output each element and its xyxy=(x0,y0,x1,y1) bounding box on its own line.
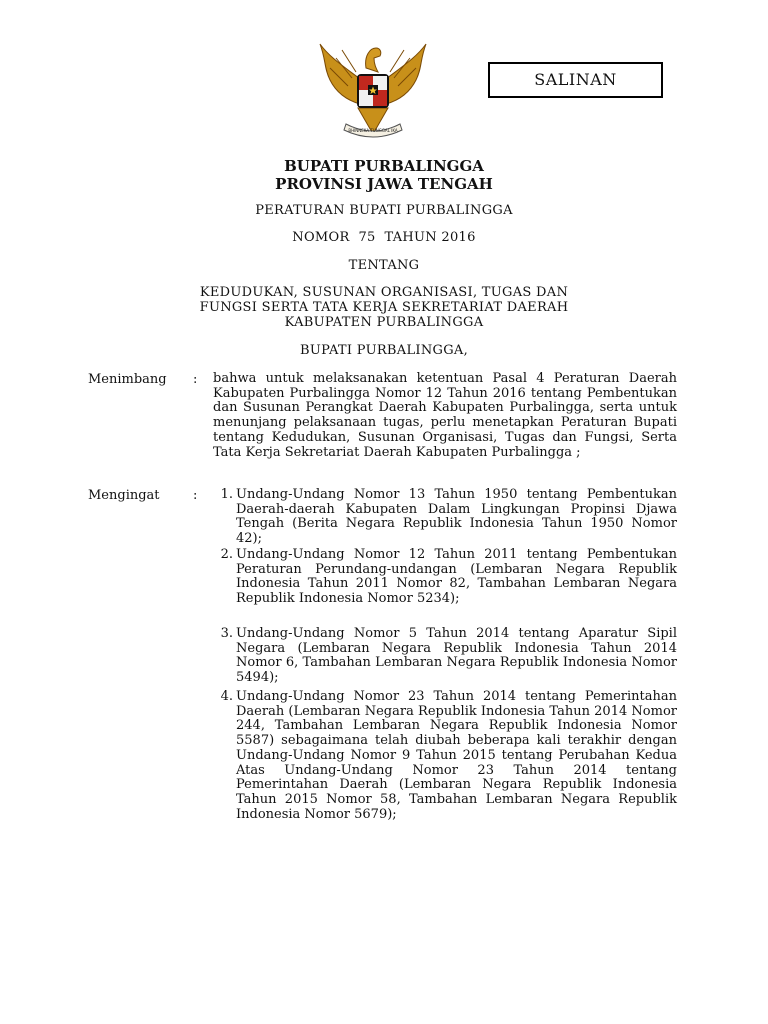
title-line2: PROVINSI JAWA TENGAH xyxy=(275,175,493,193)
tentang-heading: TENTANG xyxy=(348,258,420,273)
subject-line2: FUNGSI SERTA TATA KERJA SEKRETARIAT DAERAH xyxy=(199,300,569,315)
item-text: Undang-Undang Nomor 5 Tahun 2014 tentang Aparatur Sipil Negara (Lembaran Negara Republik Indonesia Tahun 2014 Nomor 6, Tambahan Lembaran Negara Republik Indonesia Nomor 5494); xyxy=(236,626,677,686)
mengingat-item xyxy=(213,690,677,822)
menimbang-colon: : xyxy=(193,372,198,387)
menimbang-label: Menimbang xyxy=(88,372,167,387)
regulation-name: PERATURAN BUPATI PURBALINGGA xyxy=(255,203,513,218)
menimbang-text: bahwa untuk melaksanakan ketentuan Pasal 4 Peraturan Daerah Kabupaten Purbalingga Nomor 12 Tahun 2016 tentang Pembentukan dan Susunan Perangkat Daerah Kabupaten Purbalingga, serta untuk menunjang pelaksanaan tugas, perlu menetapkan Peraturan Bupati tentang Kedudukan, Susunan Organisasi, Tugas dan Fungsi, Serta Tata Kerja Sekretariat Daerah Kabupaten Purbalingga ; xyxy=(213,371,677,460)
issuer-line: BUPATI PURBALINGGA, xyxy=(299,343,469,358)
garuda-emblem-icon xyxy=(316,38,430,142)
mengingat-label: Mengingat xyxy=(88,488,160,503)
svg-text:BHINNEKA TUNGGAL IKA: BHINNEKA TUNGGAL IKA xyxy=(348,128,398,133)
salinan-stamp: SALINAN xyxy=(488,62,663,98)
mengingat-item xyxy=(213,627,677,686)
item-number: 2. xyxy=(220,547,233,562)
item-text: Undang-Undang Nomor 13 Tahun 1950 tentang Pembentukan Daerah-daerah Kabupaten Dalam Lingkungan Propinsi Djawa Tengah (Berita Negara Republik Indonesia Tahun 1950 Nomor 42); xyxy=(236,487,677,547)
item-number: 3. xyxy=(220,626,233,641)
regulation-number: NOMOR 75 TAHUN 2016 xyxy=(292,230,476,245)
mengingat-item xyxy=(213,488,677,547)
item-text: Undang-Undang Nomor 12 Tahun 2011 tentang Pembentukan Peraturan Perundang-undangan (Lembaran Negara Republik Indonesia Tahun 2011 Nomor 82, Tambahan Lembaran Negara Republik Indonesia Nomor 5234); xyxy=(236,547,677,607)
subject-line1: KEDUDUKAN, SUSUNAN ORGANISASI, TUGAS DAN xyxy=(199,285,569,300)
item-number: 1. xyxy=(220,487,233,502)
mengingat-item xyxy=(213,548,677,607)
subject-line3: KABUPATEN PURBALINGGA xyxy=(284,315,484,330)
item-number: 4. xyxy=(220,689,233,704)
item-text: Undang-Undang Nomor 23 Tahun 2014 tentang Pemerintahan Daerah (Lembaran Negara Republik Indonesia Tahun 2014 Nomor 244, Tambahan Lembaran Negara Republik Indonesia Nomor 5587) sebagaimana telah diubah beberapa kali terakhir dengan Undang-Undang Nomor 9 Tahun 2015 tentang Perubahan Kedua Atas Undang-Undang Nomor 23 Tahun 2014 tentang Pemerintahan Daerah (Lembaran Negara Republik Indonesia Tahun 2015 Nomor 58, Tambahan Lembaran Negara Republik Indonesia Nomor 5679); xyxy=(236,689,677,822)
mengingat-colon: : xyxy=(193,488,198,503)
title-line1: BUPATI PURBALINGGA xyxy=(284,157,484,175)
